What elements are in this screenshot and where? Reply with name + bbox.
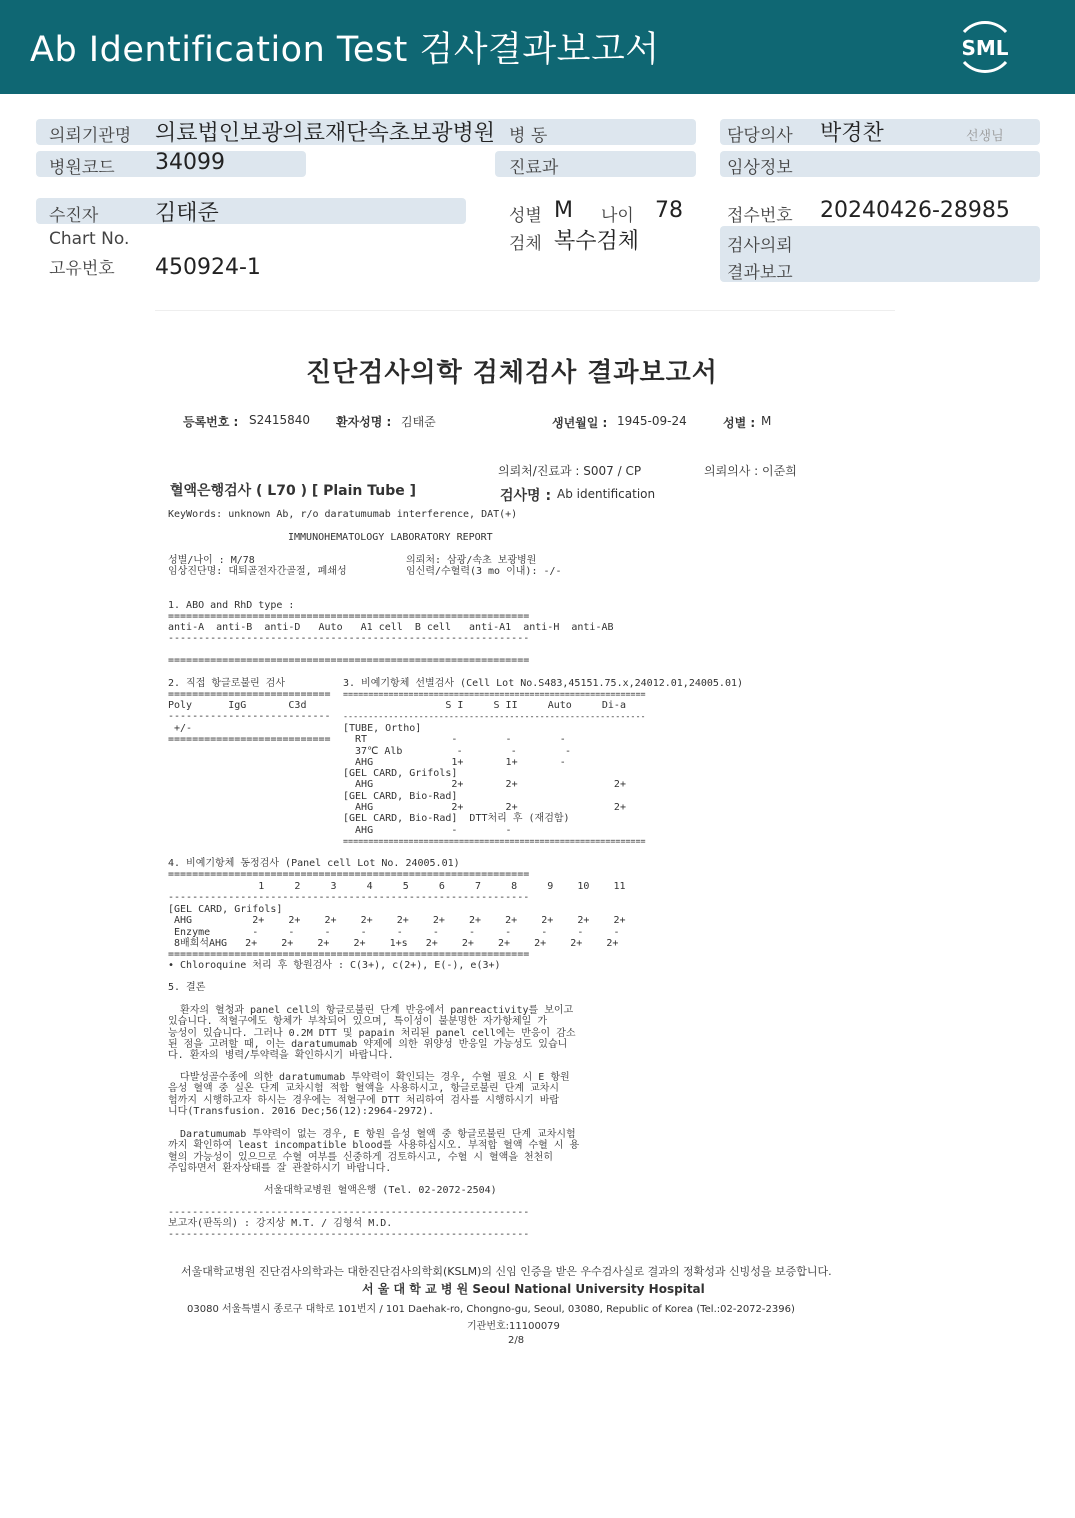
para3: Daratumumab 투약력이 없는 경우, E 항원 음성 혈액 중 항글로불린 단계 교차시험 까지 확인하여 least incompatible blood를 사용하십시오. 부적합 혈액 수혈 시 용 혈의 가능성이 있으므로 수혈 여부를 신중하게 검토하시고, 수혈 시 혈액을 천천히 주입하면서 환자상태를 잘 관찰하시기 바랍니다. (168, 1129, 580, 1174)
header-bar (0, 0, 1075, 94)
receipt-value: 20240426-28985 (820, 198, 1010, 223)
doctor-value: 박경찬 (820, 121, 884, 146)
unique-label: 고유번호 (49, 259, 115, 279)
sec4-dash: ------------------------------------------------------------ (168, 892, 530, 903)
reporter: 보고자(판독의) : 강지상 M.T. / 김형석 M.D. (168, 1218, 393, 1229)
sec3-dash: ------------------------------------------------------------ (343, 711, 646, 721)
rsex-label: 성별 : (723, 416, 756, 430)
sec4-end: ============================================================ (168, 949, 530, 960)
chart-label: Chart No. (49, 229, 130, 249)
dept-line: 의뢰처/진료과 : S007 / CP (498, 464, 642, 478)
section-divider (155, 310, 895, 311)
sec1-end: ============================================================ (168, 655, 530, 666)
hospital-code-value: 34099 (155, 150, 225, 175)
sec3-title: 3. 비예기항체 선별검사 (Cell Lot No.S483,45151.75.x,24012.01,24005.01) (343, 678, 744, 689)
sec2-val: +/- (168, 723, 193, 734)
bloodbank: 서울대학교병원 혈액은행 (Tel. 02-2072-2504) (264, 1185, 497, 1196)
sec3-sep: ============================================================ (343, 689, 646, 699)
line-req: 의뢰처: 삼광/속초 보광병원 (406, 555, 537, 566)
specimen-value: 복수검체 (554, 229, 640, 254)
sec5-title: 5. 결론 (168, 982, 206, 993)
name-value: 김태준 (401, 415, 436, 429)
line-dx: 임상진단명: 대퇴골전자간골절, 폐쇄성 (168, 566, 347, 577)
receipt-label: 접수번호 (727, 206, 793, 226)
institution-label: 의뢰기관명 (49, 126, 132, 146)
test-name-value: Ab identification (557, 487, 656, 501)
dept-label: 진료과 (509, 158, 559, 178)
specimen-label: 검체 (509, 234, 542, 254)
rsex-value: M (761, 414, 772, 428)
result-label: 결과보고 (727, 263, 793, 283)
logo-text: SML (961, 36, 1009, 60)
doctor-suffix: 선생님 (966, 129, 1004, 144)
patient-bar (36, 198, 466, 224)
ward-label: 병 동 (509, 126, 548, 146)
sec2-end: =========================== (168, 734, 331, 745)
sec1-sep: ============================================================ (168, 611, 530, 622)
reg-label: 등록번호 : (183, 415, 239, 429)
line-sexage: 성별/나이 : M/78 (168, 555, 255, 566)
test-name-label: 검사명 : (500, 488, 552, 504)
doctor-line: 의뢰의사 : 이준희 (704, 464, 797, 478)
unique-value: 450924-1 (155, 255, 261, 280)
sec2-title: 2. 직접 항글로불린 검사 (168, 678, 286, 689)
report-title: 진단검사의학 검체검사 결과보고서 (306, 358, 718, 388)
sex-label: 성별 (509, 206, 542, 226)
sec3-end: ============================================================ (343, 836, 646, 846)
para2: 다발성골수종에 의한 daratumumab 투약력이 확인되는 경우, 수혈 필요 시 E 항원 음성 혈액 중 실온 단계 교차시험 적합 혈액을 사용하시고, 항글로불린 단계 교차시 험까지 시행하고자 하시는 경우에는 적혈구에 DTT 처리하여 검사를 시행하시기 바랍 니다(Transfusion. 2016 Dec;56(12):2964-2972). (168, 1072, 570, 1117)
sex-value: M (554, 198, 573, 223)
test-group: 혈액은행검사 ( L70 ) [ Plain Tube ] (170, 483, 417, 499)
page-title: Ab Identification Test 검사결과보고서 (30, 30, 660, 70)
inst-no: 기관번호:11100079 (467, 1321, 560, 1332)
sec4-sep: ============================================================ (168, 869, 530, 880)
sec2-dash: --------------------------- (168, 711, 331, 722)
dob-value: 1945-09-24 (617, 414, 687, 428)
age-value: 78 (655, 198, 683, 223)
dob-label: 생년월일 : (552, 416, 608, 430)
institution-value: 의료법인보광의료재단속초보광병원 (155, 121, 496, 146)
address: 03080 서울특별시 종로구 대학로 101번지 / 101 Daehak-ro, Chongno-gu, Seoul, 03080, Republic of Korea (Tel.:02-2072-2396) (187, 1304, 795, 1315)
sec3-cols: S I S II Auto Di-a (343, 700, 626, 711)
sec3-body: [TUBE, Ortho] RT - - - 37℃ Alb - - - AHG 1+ 1+ - [GEL CARD, Grifols] AHG 2+ 2+ 2+ [GEL CARD, Bio-Rad] AHG 2+ 2+ 2+ [GEL CARD, Bio-Rad] DTT처리 후 (재검함) AHG - - (343, 723, 626, 836)
cert-text: 서울대학교병원 진단검사의학과는 대한진단검사의학회(KSLM)의 신임 인증을 받은 우수검사실로 결과의 정확성과 신빙성을 보증합니다. (181, 1265, 832, 1278)
chloroquine: • Chloroquine 처리 후 항원검사 : C(3+), c(2+), E(-), e(3+) (168, 960, 501, 971)
reg-value: S2415840 (249, 413, 311, 427)
para1: 환자의 혈청과 panel cell의 항글로불린 단계 반응에서 panreactivity를 보이고 있습니다. 적혈구에도 항체가 부착되어 있으며, 특이성이 불분명한 자가항체일 가 능성이 있습니다. 그러나 0.2M DTT 및 papain 처리된 panel cell에는 반응이 감소 된 점을 고려할 때, 이는 daratumumab 약제에 의한 위양성 반응일 가능성도 있습니 다. 환자의 병력/투약력을 확인하시기 바랍니다. (168, 1005, 576, 1062)
hospital-code-label: 병원코드 (49, 158, 115, 178)
keywords: KeyWords: unknown Ab, r/o daratumumab interference, DAT(+) (168, 509, 518, 520)
lab-title: IMMUNOHEMATOLOGY LABORATORY REPORT (288, 532, 493, 543)
doctor-label: 담당의사 (727, 126, 793, 146)
sec2-sep: =========================== (168, 689, 331, 700)
sec1-cols: anti-A anti-B anti-D Auto A1 cell B cell anti-A1 anti-H anti-AB (168, 622, 614, 633)
sep-before-reporter: ------------------------------------------------------------ (168, 1207, 530, 1218)
sml-logo (950, 12, 1020, 82)
age-label: 나이 (601, 206, 634, 226)
line-preg: 임신력/수혈력(3 mo 이내): -/- (406, 566, 562, 577)
sep-after-reporter: ------------------------------------------------------------ (168, 1229, 530, 1240)
clinical-label: 임상정보 (727, 158, 793, 178)
sec1-dash: ------------------------------------------------------------ (168, 633, 530, 644)
name-label: 환자성명 : (336, 415, 392, 429)
hospital-name: 서 울 대 학 교 병 원 Seoul National University Hospital (362, 1282, 705, 1296)
sec1-title: 1. ABO and RhD type : (168, 600, 295, 611)
patient-value: 김태준 (155, 201, 219, 226)
page-number: 2/8 (508, 1335, 525, 1346)
patient-label: 수진자 (49, 206, 99, 226)
sec4-cols: 1 2 3 4 5 6 7 8 9 10 11 (168, 881, 626, 892)
sec4-title: 4. 비예기항체 동정검사 (Panel cell Lot No. 24005.01) (168, 858, 460, 869)
sec2-cols: Poly IgG C3d (168, 700, 307, 711)
request-label: 검사의뢰 (727, 236, 793, 256)
sec4-body: [GEL CARD, Grifols] AHG 2+ 2+ 2+ 2+ 2+ 2+ 2+ 2+ 2+ 2+ 2+ Enzyme - - - - - - - - - - - 8배희석AHG 2+ 2+ 2+ 2+ 1+s 2+ 2+ 2+ 2+ 2+ 2+ (168, 904, 626, 949)
